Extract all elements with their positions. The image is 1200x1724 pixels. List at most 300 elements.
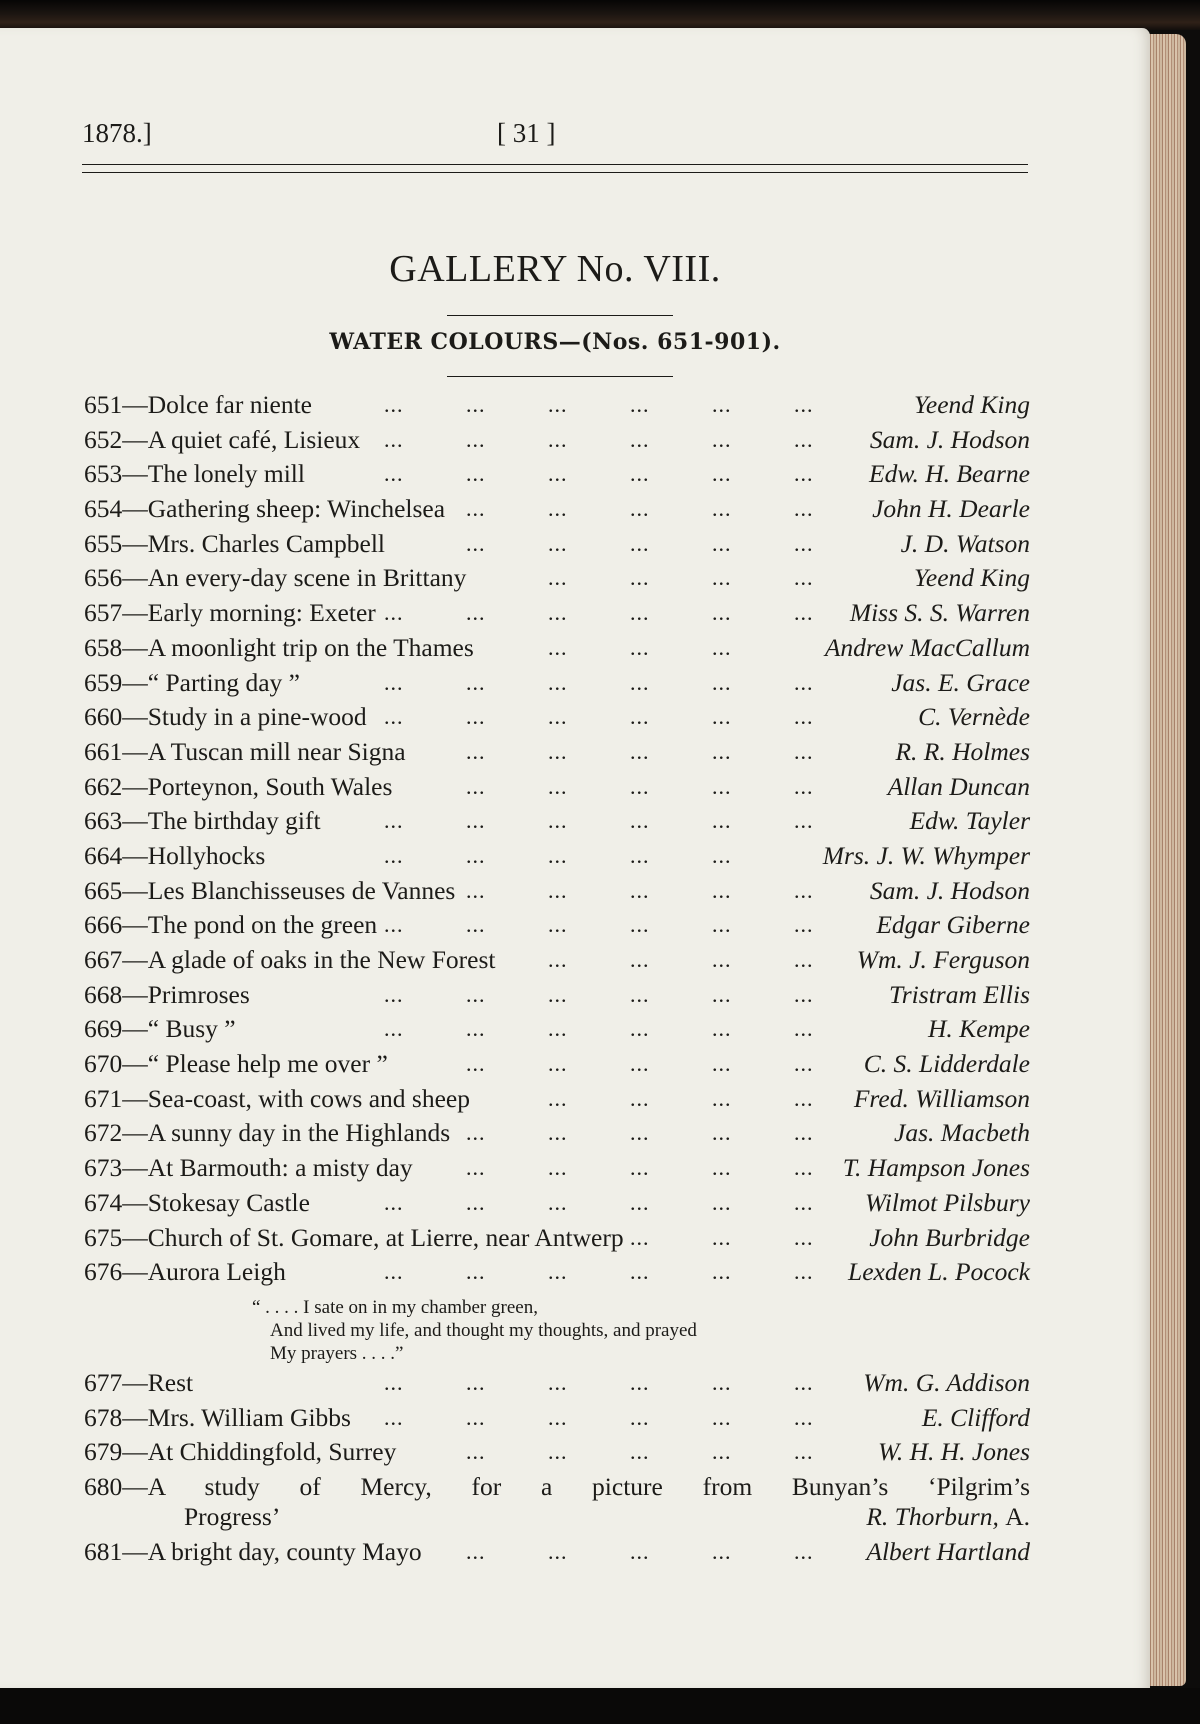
catalogue-entry [84, 770, 1030, 805]
catalogue-entry [84, 527, 1030, 562]
catalogue-entry [84, 631, 1030, 666]
dot-leader: ... [466, 1404, 486, 1430]
dot-leader: ... [794, 1189, 814, 1215]
dot-leader: ... [548, 1369, 568, 1395]
dot-leader: ... [712, 496, 732, 522]
entry-number: 675 [84, 1222, 123, 1252]
dot-leader: ... [794, 426, 814, 452]
dot-leader: ... [794, 496, 814, 522]
dot-leader: ... [712, 1369, 732, 1395]
entry-artist: Mrs. J. W. Whymper [822, 840, 1030, 870]
dot-leader: ... [548, 392, 568, 417]
dot-leaders [84, 1116, 1030, 1151]
dot-leader: ... [712, 1404, 732, 1430]
catalogue-entry [84, 492, 1030, 527]
dot-leaders [84, 943, 1030, 978]
entry-title: —“ Please help me over ” [122, 1049, 388, 1079]
dot-leader: ... [630, 981, 650, 1007]
dot-leaders [84, 1435, 1030, 1470]
dot-leader: ... [384, 1404, 404, 1430]
dot-leaders [84, 596, 1030, 631]
dot-leader: ... [548, 1259, 568, 1285]
dot-leader: ... [712, 565, 732, 591]
dot-leader: ... [630, 1224, 650, 1250]
entry-number: 671 [84, 1083, 123, 1113]
dot-leaders [84, 1366, 1030, 1401]
dot-leader: ... [466, 912, 486, 938]
entry-artist: Yeend King [914, 563, 1030, 593]
dot-leader: ... [384, 392, 404, 417]
dot-leaders [84, 804, 1030, 839]
dot-leader: ... [794, 1085, 814, 1111]
dot-leader: ... [712, 842, 732, 868]
dot-leader: ... [712, 808, 732, 834]
dot-leader: ... [466, 842, 486, 868]
dot-leader: ... [384, 1259, 404, 1285]
dot-leader: ... [384, 808, 404, 834]
entry-number: 681 [84, 1536, 123, 1566]
dot-leader: ... [630, 634, 650, 660]
dot-leader: ... [712, 530, 732, 556]
entry-number: 679 [84, 1437, 123, 1467]
dot-leader: ... [794, 1224, 814, 1250]
catalogue-entry [84, 666, 1030, 701]
dot-leader: ... [466, 877, 486, 903]
dot-leader: ... [466, 392, 486, 417]
dot-leader: ... [466, 1189, 486, 1215]
entry-artist: R. Thorburn, A. [866, 1501, 1030, 1531]
catalogue-entry [84, 943, 1030, 978]
entry-artist: C. S. Lidderdale [863, 1049, 1030, 1079]
entry-number: 654 [84, 494, 123, 524]
entry-title: —Early morning: Exeter [122, 598, 376, 628]
entry-artist: Edw. Tayler [909, 806, 1030, 836]
dot-leaders [84, 1047, 1030, 1082]
dot-leader: ... [548, 842, 568, 868]
entry-title: —Church of St. Gomare, at Lierre, near Antwerp [122, 1222, 624, 1252]
entry-artist: Albert Hartland [866, 1536, 1030, 1566]
dot-leader: ... [384, 461, 404, 487]
entry-number: 655 [84, 528, 123, 558]
entry-title: —Dolce far niente [122, 390, 312, 419]
dot-leader: ... [712, 704, 732, 730]
dot-leaders [84, 770, 1030, 805]
entry-artist: J. D. Watson [900, 528, 1030, 558]
entry-title: —A bright day, county Mayo [122, 1536, 422, 1566]
entry-number: 678 [84, 1402, 123, 1432]
dot-leaders [84, 666, 1030, 701]
catalogue-entry [84, 1151, 1030, 1186]
dot-leader: ... [630, 773, 650, 799]
dot-leader: ... [712, 1439, 732, 1465]
entry-artist: R. R. Holmes [895, 736, 1030, 766]
dot-leaders [84, 423, 1030, 458]
dot-leader: ... [794, 461, 814, 487]
dot-leader: ... [548, 1120, 568, 1146]
dot-leader: ... [630, 738, 650, 764]
entry-title: —At Chiddingfold, Surrey [122, 1437, 397, 1467]
dot-leader: ... [712, 738, 732, 764]
catalogue-entry-680 [84, 1470, 1030, 1535]
entry-artist: Lexden L. Pocock [848, 1257, 1030, 1287]
page-stack-edge [1148, 34, 1186, 1686]
dot-leaders [84, 735, 1030, 770]
entry-title: —Primroses [122, 979, 250, 1009]
dot-leader: ... [548, 773, 568, 799]
dot-leader: ... [548, 461, 568, 487]
dot-leader: ... [712, 912, 732, 938]
entry-artist: Edgar Giberne [876, 910, 1030, 940]
catalogue-entry [84, 423, 1030, 458]
header-page-number: [ 31 ] [497, 118, 556, 148]
dot-leaders [84, 1151, 1030, 1186]
dot-leader: ... [712, 1120, 732, 1146]
dot-leader: ... [712, 1538, 732, 1564]
catalogue-entry [84, 561, 1030, 596]
dot-leader: ... [794, 600, 814, 626]
dot-leader: ... [712, 1016, 732, 1042]
entry-artist: Allan Duncan [887, 771, 1030, 801]
entry-artist: John Burbridge [869, 1222, 1030, 1252]
dot-leader: ... [712, 1085, 732, 1111]
entry-title: —Porteynon, South Wales [122, 771, 393, 801]
dot-leader: ... [794, 738, 814, 764]
dot-leader: ... [794, 1120, 814, 1146]
entry-number: 658 [84, 632, 123, 662]
dot-leader: ... [630, 669, 650, 695]
entry-680-line1 [84, 1470, 1030, 1504]
dot-leader: ... [794, 1538, 814, 1564]
dot-leader: ... [466, 496, 486, 522]
entry-title: —Gathering sheep: Winchelsea [122, 494, 446, 524]
entry-artist: Miss S. S. Warren [849, 598, 1030, 628]
catalogue-entry [84, 978, 1030, 1013]
catalogue-entry [84, 1047, 1030, 1082]
dot-leader: ... [712, 1051, 732, 1077]
entry-number: 657 [84, 598, 123, 628]
dot-leader: ... [794, 808, 814, 834]
entry-artist: Jas. Macbeth [894, 1118, 1030, 1148]
entry-artist: Fred. Williamson [853, 1083, 1030, 1113]
dot-leader: ... [384, 842, 404, 868]
entry-number: 664 [84, 840, 123, 870]
catalogue-entry [84, 839, 1030, 874]
entry-number: 660 [84, 702, 123, 732]
entry-number: 652 [84, 424, 123, 454]
dot-leader: ... [548, 738, 568, 764]
artist-suffix: A. [1005, 1501, 1030, 1531]
dot-leader: ... [384, 981, 404, 1007]
dot-leader: ... [630, 1404, 650, 1430]
catalogue-entry [84, 908, 1030, 943]
dot-leader: ... [630, 392, 650, 417]
entry-number: 662 [84, 771, 123, 801]
catalogue-entry [84, 388, 1030, 423]
dot-leaders [84, 1082, 1030, 1117]
header-year: 1878.] [82, 118, 152, 148]
dot-leader: ... [712, 981, 732, 1007]
dot-leader: ... [466, 1439, 486, 1465]
dot-leader: ... [794, 565, 814, 591]
entry-title: —A sunny day in the Highlands [122, 1118, 451, 1148]
dot-leader: ... [630, 1189, 650, 1215]
dot-leader: ... [548, 1189, 568, 1215]
dot-leader: ... [630, 1051, 650, 1077]
dot-leader: ... [712, 1155, 732, 1181]
dot-leader: ... [548, 634, 568, 660]
catalogue-entry [84, 804, 1030, 839]
entry-title: —Rest [122, 1367, 194, 1397]
dot-leaders [84, 561, 1030, 596]
dot-leader: ... [384, 1369, 404, 1395]
dot-leader: ... [630, 947, 650, 972]
dot-leader: ... [630, 1155, 650, 1181]
dot-leader: ... [794, 704, 814, 730]
entry-number: 680 [84, 1471, 123, 1501]
dot-leader: ... [548, 808, 568, 834]
dot-leader: ... [794, 877, 814, 903]
dot-leader: ... [794, 1016, 814, 1042]
dot-leader: ... [384, 1189, 404, 1215]
dot-leader: ... [466, 669, 486, 695]
dot-leader: ... [794, 1439, 814, 1465]
dot-leader: ... [466, 530, 486, 556]
dot-leader: ... [384, 704, 404, 730]
catalogue-entry [84, 1221, 1030, 1256]
entry-title: —Mrs. Charles Campbell [122, 528, 386, 558]
dot-leader: ... [712, 1259, 732, 1285]
dot-leader: ... [712, 773, 732, 799]
entry-number: 666 [84, 910, 123, 940]
catalogue-entry [84, 596, 1030, 631]
dot-leader: ... [466, 1051, 486, 1077]
entry-number: 677 [84, 1367, 123, 1397]
dot-leader: ... [548, 1085, 568, 1111]
dot-leader: ... [384, 669, 404, 695]
entry-number: 663 [84, 806, 123, 836]
dot-leader: ... [384, 600, 404, 626]
subtitle-rule-top [447, 315, 673, 316]
catalogue-entry [84, 874, 1030, 909]
entry-title: —A Tuscan mill near Signa [122, 736, 406, 766]
dot-leader: ... [548, 947, 568, 972]
entry-title: —Hollyhocks [122, 840, 266, 870]
dot-leader: ... [630, 808, 650, 834]
dot-leader: ... [794, 1369, 814, 1395]
entry-title: —The lonely mill [122, 459, 305, 489]
entry-number: 668 [84, 979, 123, 1009]
entry-title: —Les Blanchisseuses de Vannes [122, 875, 456, 905]
dot-leader: ... [794, 912, 814, 938]
dot-leader: ... [466, 1369, 486, 1395]
dot-leaders [84, 1535, 1030, 1570]
dot-leader: ... [630, 565, 650, 591]
dot-leaders [84, 388, 1030, 423]
dot-leader: ... [548, 600, 568, 626]
entry-title: —Sea-coast, with cows and sheep [122, 1083, 470, 1113]
dot-leader: ... [466, 600, 486, 626]
dot-leader: ... [466, 808, 486, 834]
entry-title: —The birthday gift [122, 806, 321, 836]
dot-leader: ... [466, 461, 486, 487]
dot-leader: ... [548, 669, 568, 695]
dot-leader: ... [466, 981, 486, 1007]
dot-leader: ... [548, 565, 568, 591]
entry-title: —Aurora Leigh [122, 1257, 286, 1287]
dot-leader: ... [630, 426, 650, 452]
entry-artist: E. Clifford [921, 1402, 1030, 1432]
quote-block [84, 1290, 1030, 1366]
entry-artist: Jas. E. Grace [891, 667, 1030, 697]
dot-leader: ... [548, 1404, 568, 1430]
entry-number: 665 [84, 875, 123, 905]
entry-artist: H. Kempe [928, 1014, 1030, 1044]
dot-leader: ... [630, 600, 650, 626]
dot-leaders [84, 631, 1030, 666]
dot-leader: ... [794, 773, 814, 799]
catalogue-entry [84, 735, 1030, 770]
entry-artist: Yeend King [914, 390, 1030, 419]
dot-leader: ... [548, 530, 568, 556]
dot-leader: ... [794, 947, 814, 972]
entry-number: 653 [84, 459, 123, 489]
running-header [82, 118, 1030, 158]
dot-leader: ... [466, 1259, 486, 1285]
catalogue-entry [84, 457, 1030, 492]
dot-leader: ... [630, 1085, 650, 1111]
dot-leader: ... [384, 1016, 404, 1042]
dot-leader: ... [630, 1439, 650, 1465]
dot-leader: ... [794, 392, 814, 417]
dot-leader: ... [712, 1189, 732, 1215]
entry-title: —“ Busy ” [122, 1014, 236, 1044]
quote-line: My prayers . . . .” [270, 1342, 404, 1364]
entry-title: —A moonlight trip on the Thames [122, 632, 474, 662]
dot-leaders [84, 978, 1030, 1013]
header-rule-top [82, 164, 1028, 165]
dot-leader: ... [466, 773, 486, 799]
dot-leader: ... [712, 426, 732, 452]
dot-leader: ... [630, 530, 650, 556]
catalogue-entries [84, 388, 1030, 1570]
entry-title: —Stokesay Castle [122, 1187, 310, 1217]
subtitle-rule-bottom [447, 376, 673, 377]
entry-number: 651 [84, 390, 123, 419]
dot-leader: ... [466, 1016, 486, 1042]
dot-leader: ... [630, 496, 650, 522]
dot-leader: ... [630, 1120, 650, 1146]
entry-artist: Sam. J. Hodson [869, 875, 1030, 905]
dot-leader: ... [630, 912, 650, 938]
entry-number: 670 [84, 1049, 123, 1079]
dot-leader: ... [548, 877, 568, 903]
gallery-subtitle: WATER COLOURS—(Nos. 651-901). [329, 329, 781, 355]
catalogue-entry [84, 1186, 1030, 1221]
dot-leaders [84, 527, 1030, 562]
dot-leader: ... [630, 1538, 650, 1564]
book-top-edge [0, 0, 1200, 30]
entry-title: —At Barmouth: a misty day [122, 1153, 413, 1183]
dot-leader: ... [630, 1016, 650, 1042]
dot-leader: ... [630, 1259, 650, 1285]
entry-artist: Wm. J. Ferguson [856, 945, 1030, 974]
dot-leader: ... [466, 738, 486, 764]
dot-leader: ... [548, 1051, 568, 1077]
dot-leaders [84, 1401, 1030, 1436]
dot-leader: ... [794, 1155, 814, 1181]
dot-leader: ... [712, 947, 732, 972]
dot-leader: ... [466, 1155, 486, 1181]
entry-title: —“ Parting day ” [122, 667, 300, 697]
dot-leader: ... [548, 981, 568, 1007]
dot-leader: ... [548, 912, 568, 938]
catalogue-entry [84, 1255, 1030, 1290]
entry-number: 661 [84, 736, 123, 766]
dot-leader: ... [712, 634, 732, 660]
dot-leader: ... [630, 461, 650, 487]
dot-leader: ... [466, 426, 486, 452]
dot-leaders [84, 839, 1030, 874]
entry-number: 656 [84, 563, 123, 593]
dot-leaders [84, 1012, 1030, 1047]
dot-leader: ... [548, 1439, 568, 1465]
entry-title: —Study in a pine-wood [122, 702, 367, 732]
entry-title: —A quiet café, Lisieux [122, 424, 361, 454]
entry-artist: Edw. H. Bearne [869, 459, 1030, 489]
dot-leaders [84, 1255, 1030, 1290]
dot-leader: ... [548, 1155, 568, 1181]
dot-leader: ... [712, 461, 732, 487]
entry-artist: John H. Dearle [872, 494, 1030, 524]
dot-leader: ... [794, 1259, 814, 1285]
dot-leaders [84, 874, 1030, 909]
entry-artist: Sam. J. Hodson [869, 424, 1030, 454]
dot-leader: ... [630, 842, 650, 868]
dot-leaders [84, 457, 1030, 492]
gallery-title: GALLERY No. VIII. [389, 248, 721, 290]
entry-artist: C. Vernède [918, 702, 1030, 732]
dot-leader: ... [712, 877, 732, 903]
entry-artist: Wm. G. Addison [863, 1367, 1030, 1397]
dot-leader: ... [466, 704, 486, 730]
dot-leader: ... [794, 981, 814, 1007]
dot-leader: ... [794, 1051, 814, 1077]
entry-artist: Andrew MacCallum [824, 632, 1030, 662]
entry-number: 659 [84, 667, 123, 697]
entry-title: —A glade of oaks in the New Forest [122, 945, 496, 974]
dot-leader: ... [548, 496, 568, 522]
catalogue-entry [84, 700, 1030, 735]
dot-leader: ... [630, 877, 650, 903]
dot-leader: ... [548, 426, 568, 452]
dot-leaders [84, 1221, 1030, 1256]
dot-leaders [84, 700, 1030, 735]
catalogue-entry [84, 1401, 1030, 1436]
entry-title: —The pond on the green [122, 910, 378, 940]
dot-leader: ... [712, 392, 732, 417]
catalogue-entry [84, 1116, 1030, 1151]
entry-number: 672 [84, 1118, 123, 1148]
catalogue-entry [84, 1082, 1030, 1117]
entry-artist: Wilmot Pilsbury [864, 1187, 1030, 1217]
entry-title: —Mrs. William Gibbs [122, 1402, 351, 1432]
dot-leader: ... [548, 704, 568, 730]
dot-leader: ... [384, 426, 404, 452]
dot-leader: ... [712, 600, 732, 626]
entry-number: 674 [84, 1187, 123, 1217]
quote-line: “ . . . . I sate on in my chamber green, [252, 1296, 538, 1318]
entry-number: 676 [84, 1257, 123, 1287]
